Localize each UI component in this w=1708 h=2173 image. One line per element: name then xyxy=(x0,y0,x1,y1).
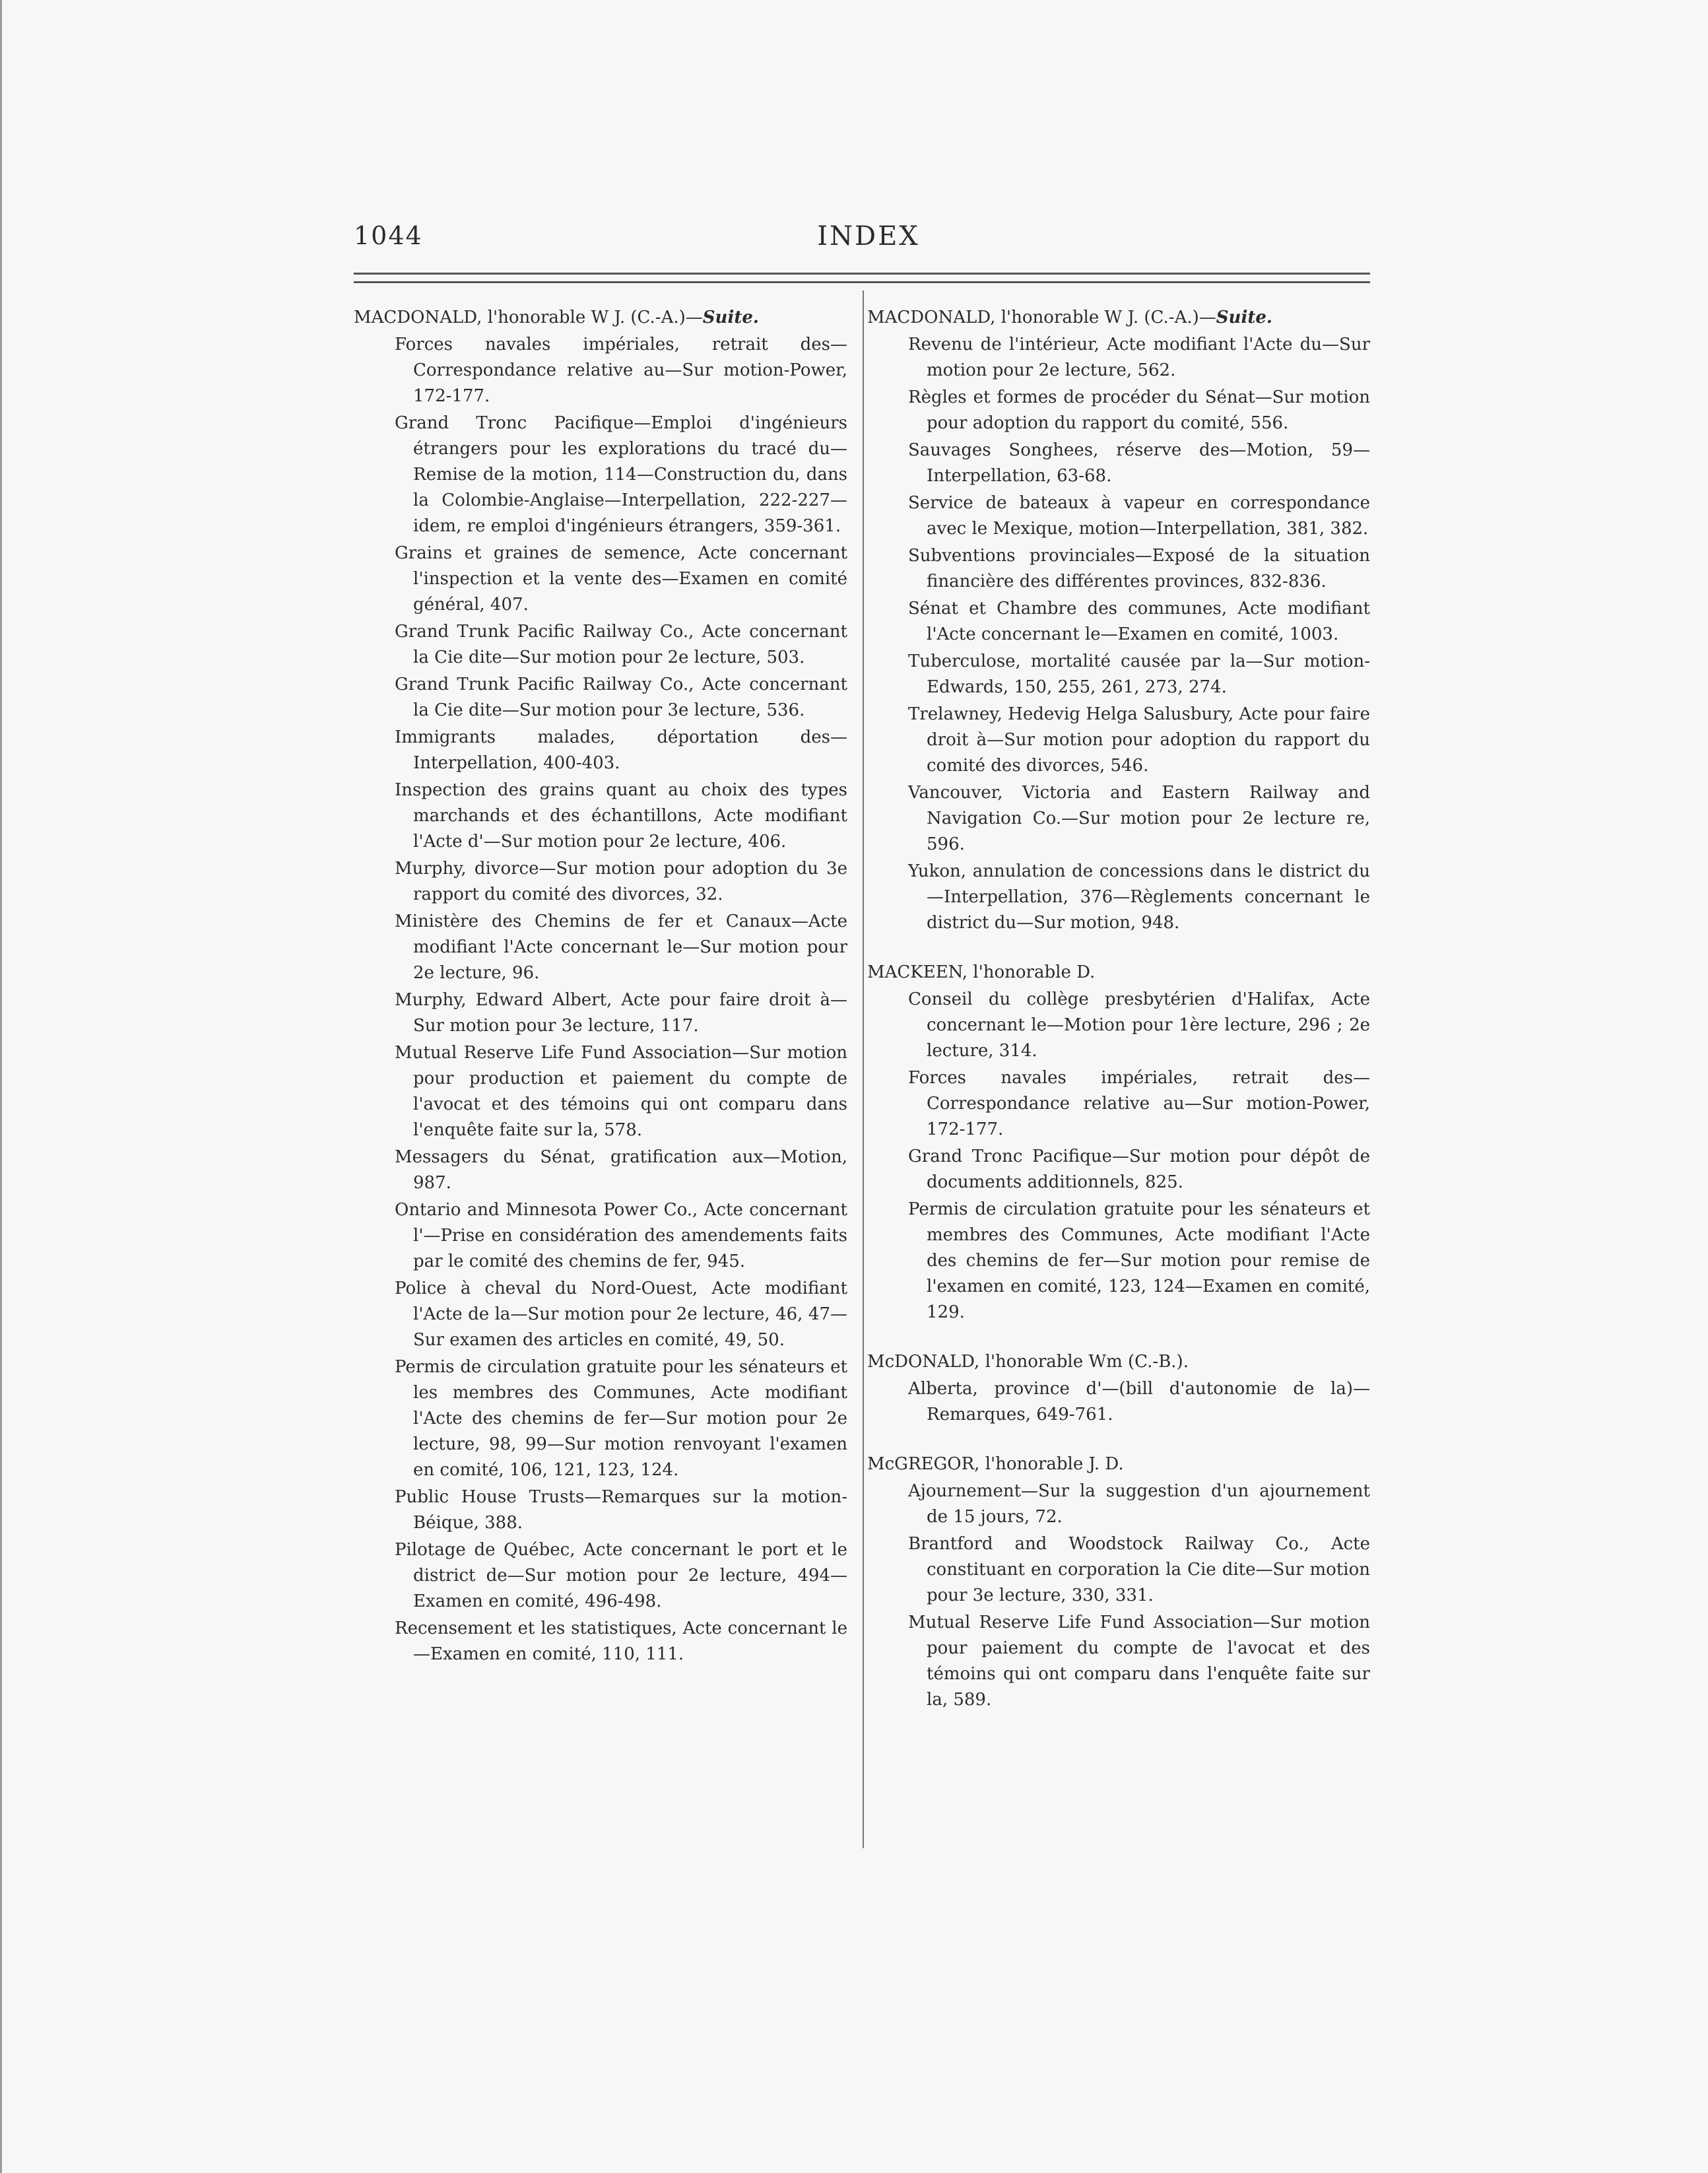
index-entry: Messagers du Sénat, gratification aux—Motion, 987. xyxy=(395,1147,847,1193)
index-entry: Ajournement—Sur la suggestion d'un ajournement de 15 jours, 72. xyxy=(908,1481,1370,1527)
index-entry: Tuberculose, mortalité causée par la—Sur motion-Edwards, 150, 255, 261, 273, 274. xyxy=(908,652,1370,697)
person-heading: McDONALD, l'honorable Wm (C.-B.). xyxy=(867,1352,1189,1372)
index-entry: Permis de circulation gratuite pour les sénateurs et les membres des Communes, Acte modifiant l'Acte des chemins de fer—Sur motion pour 2e lecture, 98, 99—Sur motion renvoyant l'examen en comité, 106, 121, 123, 124. xyxy=(395,1357,847,1480)
page-number: 1044 xyxy=(354,221,423,250)
index-entry: Immigrants malades, déportation des—Interpellation, 400-403. xyxy=(395,727,847,773)
index-entry: Règles et formes de procéder du Sénat—Sur motion pour adoption du rapport du comité, 556. xyxy=(908,387,1370,433)
person-block-macdonald-wj xyxy=(354,305,847,1667)
running-title: INDEX xyxy=(817,221,920,251)
person-heading xyxy=(867,305,1370,331)
column-divider xyxy=(863,290,864,1848)
index-entry: Service de bateaux à vapeur en correspondance avec le Mexique, motion—Interpellation, 381, 382. xyxy=(908,493,1370,539)
header-rule-bottom xyxy=(354,281,1370,283)
index-entry: Murphy, divorce—Sur motion pour adoption du 3e rapport du comité des divorces, 32. xyxy=(395,859,847,904)
person-heading: MACKEEN, l'honorable D. xyxy=(867,962,1096,982)
page-header xyxy=(354,221,1370,261)
index-entry: Ministère des Chemins de fer et Canaux—Acte modifiant l'Acte concernant le—Sur motion pour 2e lecture, 96. xyxy=(395,912,847,983)
index-entry: Forces navales impériales, retrait des—Correspondance relative au—Sur motion-Power, 172-177. xyxy=(908,1068,1370,1139)
index-entry: Grand Trunk Pacific Railway Co., Acte concernant la Cie dite—Sur motion pour 2e lecture, 503. xyxy=(395,622,847,667)
index-entry: Alberta, province d'—(bill d'autonomie de la)—Remarques, 649-761. xyxy=(908,1379,1370,1424)
index-entry: Inspection des grains quant au choix des types marchands et des échantillons, Acte modifiant l'Acte d'—Sur motion pour 2e lecture, 406. xyxy=(395,780,847,852)
index-entry: Sauvages Songhees, réserve des—Motion, 59—Interpellation, 63-68. xyxy=(908,440,1370,486)
person-name: MACDONALD, l'honorable W J. (C.-A.)— xyxy=(354,308,703,327)
index-entry: Yukon, annulation de concessions dans le district du—Interpellation, 376—Règlements concernant le district du—Sur motion, 948. xyxy=(908,861,1370,933)
index-entry: Pilotage de Québec, Acte concernant le port et le district de—Sur motion pour 2e lecture, 494—Examen en comité, 496-498. xyxy=(395,1540,847,1611)
index-entry: Vancouver, Victoria and Eastern Railway and Navigation Co.—Sur motion pour 2e lecture re, 596. xyxy=(908,783,1370,854)
index-entry: Grand Tronc Pacifique—Emploi d'ingénieurs étrangers pour les explorations du tracé du—Remise de la motion, 114—Construction du, dans la Colombie-Anglaise—Interpellation, 222-227—idem, re emploi d'ingénieurs étrangers, 359-361. xyxy=(395,413,847,536)
index-entry: Revenu de l'intérieur, Acte modifiant l'Acte du—Sur motion pour 2e lecture, 562. xyxy=(908,335,1370,380)
index-entry: Sénat et Chambre des communes, Acte modifiant l'Acte concernant le—Examen en comité, 1003. xyxy=(908,599,1370,644)
person-block-mcdonald-wm xyxy=(867,1349,1370,1428)
index-entry: Mutual Reserve Life Fund Association—Sur motion pour production et paiement du compte de l'avocat et des témoins qui ont comparu dans l'enquête faite sur la, 578. xyxy=(395,1043,847,1140)
index-entry: Grand Tronc Pacifique—Sur motion pour dépôt de documents additionnels, 825. xyxy=(908,1147,1370,1192)
person-heading: McGREGOR, l'honorable J. D. xyxy=(867,1454,1124,1474)
index-entry: Brantford and Woodstock Railway Co., Acte constituant en corporation la Cie dite—Sur motion pour 3e lecture, 330, 331. xyxy=(908,1534,1370,1605)
index-entry: Recensement et les statistiques, Acte concernant le—Examen en comité, 110, 111. xyxy=(395,1619,847,1664)
left-column xyxy=(354,305,847,1691)
person-heading xyxy=(354,305,847,331)
index-entry: Murphy, Edward Albert, Acte pour faire droit à—Sur motion pour 3e lecture, 117. xyxy=(395,990,847,1036)
index-entry: Mutual Reserve Life Fund Association—Sur motion pour paiement du compte de l'avocat et des témoins qui ont comparu dans l'enquête faite sur la, 589. xyxy=(908,1613,1370,1710)
person-block-macdonald-wj-cont xyxy=(867,305,1370,936)
suite-label: Suite. xyxy=(1216,308,1272,327)
right-column xyxy=(867,305,1370,1737)
index-entry: Conseil du collège presbytérien d'Halifax, Acte concernant le—Motion pour 1ère lecture, 296 ; 2e lecture, 314. xyxy=(908,989,1370,1061)
index-entry: Police à cheval du Nord-Ouest, Acte modifiant l'Acte de la—Sur motion pour 2e lecture, 46, 47—Sur examen des articles en comité, 49, 50. xyxy=(395,1279,847,1350)
index-entry: Forces navales impériales, retrait des—Correspondance relative au—Sur motion-Power, 172-177. xyxy=(395,335,847,406)
suite-label: Suite. xyxy=(702,308,759,327)
index-entry: Grand Trunk Pacific Railway Co., Acte concernant la Cie dite—Sur motion pour 3e lecture, 536. xyxy=(395,675,847,720)
person-block-mcgregor xyxy=(867,1452,1370,1713)
index-entry: Subventions provinciales—Exposé de la situation financière des différentes provinces, 832-836. xyxy=(908,546,1370,591)
index-entry: Grains et graines de semence, Acte concernant l'inspection et la vente des—Examen en comité général, 407. xyxy=(395,543,847,615)
index-entry: Ontario and Minnesota Power Co., Acte concernant l'—Prise en considération des amendements faits par le comité des chemins de fer, 945. xyxy=(395,1200,847,1271)
index-entry: Public House Trusts—Remarques sur la motion-Béique, 388. xyxy=(395,1487,847,1533)
index-entry: Permis de circulation gratuite pour les sénateurs et membres des Communes, Acte modifiant l'Acte des chemins de fer—Sur motion pour remise de l'examen en comité, 123, 124—Examen en comité, 129. xyxy=(908,1199,1370,1322)
index-entry: Trelawney, Hedevig Helga Salusbury, Acte pour faire droit à—Sur motion pour adoption du rapport du comité des divorces, 546. xyxy=(908,704,1370,776)
header-rule-top xyxy=(354,273,1370,275)
person-block-mackeen xyxy=(867,960,1370,1325)
person-name: MACDONALD, l'honorable W J. (C.-A.)— xyxy=(867,308,1216,327)
